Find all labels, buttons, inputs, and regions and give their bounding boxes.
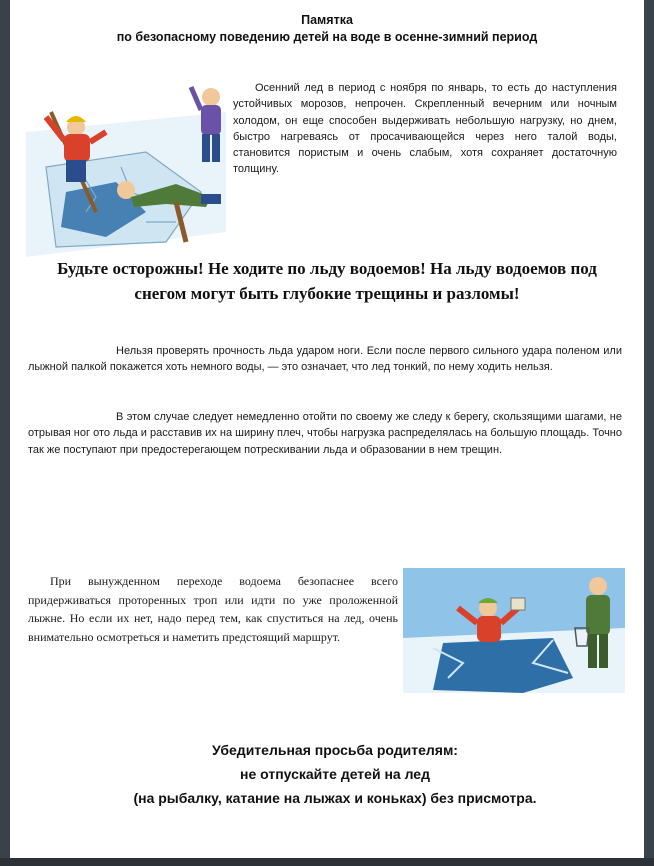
memo-page: [10, 0, 644, 858]
crossing-paragraph: При вынужденном переходе водоема безопаснее всего придерживаться проторенных троп или идти по уже проложенной лыжне. Но если их нет, надо перед тем, как спуститься на лед, очень внимательно осмотреться и наметить предстоящий маршрут.: [28, 574, 398, 644]
memo-title-line1: Памятка: [301, 13, 353, 27]
parents-request-line1: Убедительная просьба родителям:: [212, 742, 458, 758]
warning-heading: Будьте осторожны! Не ходите по льду водоемов! На льду водоемов под снегом могут быть глубокие трещины и разломы!: [57, 259, 597, 303]
memo-title: [10, 12, 644, 46]
check-ice-paragraph: Нельзя проверять прочность льда ударом ноги. Если после первого сильного удара поленом или лыжной палкой покажется хоть немного воды, — это означает, что лед тонкий, по нему ходить нельзя.: [28, 345, 622, 374]
parents-request-line3: (на рыбалку, катание на лыжах и коньках) без присмотра.: [133, 790, 537, 806]
falling-through-ice-illustration: [26, 72, 226, 257]
parents-request-line2: не отпускайте детей на лед: [240, 766, 430, 782]
autumn-ice-paragraph: Осенний лед в период с ноября по январь, то есть до наступления устойчивых морозов, непрочен. Скрепленный вечерним или ночным холодом, он еще способен выдерживать небольшую нагрузку, но днем, быстро нагреваясь от просачивающейся через него талой воды, становится пористым и очень слабым, хотя сохраняет достаточную толщину.: [233, 82, 617, 176]
rescue-on-ice-illustration: [403, 568, 625, 693]
memo-title-line2: по безопасному поведению детей на воде в осенне-зимний период: [116, 30, 538, 44]
parents-request: [100, 738, 570, 810]
retreat-paragraph: В этом случае следует немедленно отойти по своему же следу к берегу, скользящими шагами, не отрывая ног ото льда и расставив их на ширину плеч, чтобы нагрузка распределялась на большую площадь. Точно так же поступают при предостерегающем потрескивании льда и образовании в нем трещин.: [28, 411, 622, 456]
screen-bottom-bar: [0, 858, 654, 866]
